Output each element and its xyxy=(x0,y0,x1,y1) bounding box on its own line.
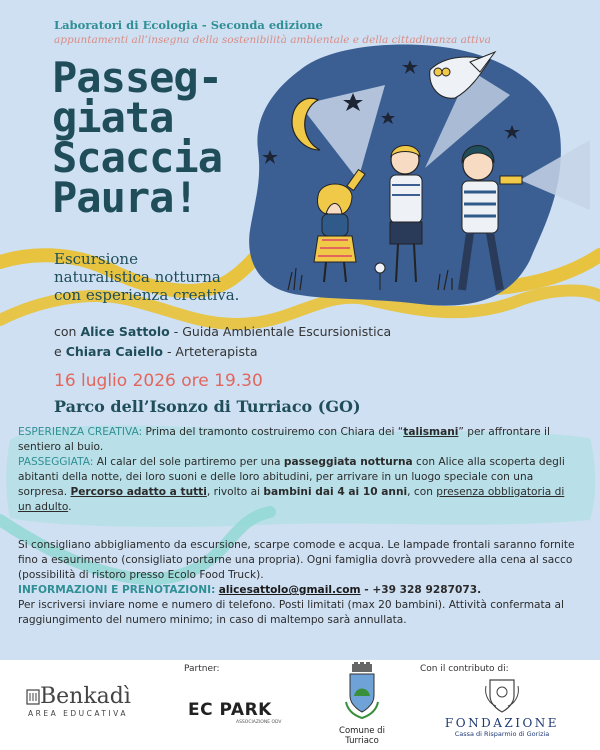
info-section xyxy=(18,538,584,628)
subtitle xyxy=(54,250,239,304)
fondazione-sub: Cassa di Risparmio di Gorizia xyxy=(454,730,550,738)
subtitle-line: con esperienza creativa. xyxy=(54,286,240,304)
event-date: 16 luglio 2026 ore 19.30 xyxy=(54,371,263,391)
title-line: Paura! xyxy=(52,173,198,222)
tagline: appuntamenti all’insegna della sostenibilità ambientale e della cittadinanza attiva xyxy=(54,34,491,46)
email-link[interactable]: alicesattolo@gmail.com xyxy=(218,584,361,596)
iscrizione-text: Per iscriversi inviare nome e numero di telefono. Posti limitati (max 20 bambini). Attività confermata al raggiungimento del numero minimo; in caso di maltempo sarà annullata. xyxy=(18,599,564,626)
guide1-name: Alice Sattolo xyxy=(80,324,170,339)
guide-line-2: e Chiara Caiello - Arteterapista xyxy=(54,344,258,359)
contact-line xyxy=(18,583,584,598)
ecopark-name: EC PARK xyxy=(188,700,272,720)
consigli-text: Si consigliano abbigliamento da escursione, scarpe comode e acqua. Le lampade frontali saranno fornite fino a esaurimento (consigliato portarne una propria). Ogni famiglia dovrà provvedere alla cena al sacco (possibilità di ristoro presso Ecolo Food Truck). xyxy=(18,539,575,581)
phone: - +39 328 9287073. xyxy=(360,584,482,596)
header xyxy=(54,18,491,46)
ecopark-sub: ASSOCIAZIONE ODV xyxy=(236,720,282,725)
benkadi-name: Benkadì xyxy=(40,684,131,709)
ecopark-logo xyxy=(188,700,281,725)
guide1-role: - Guida Ambientale Escursionistica xyxy=(169,324,392,339)
contributo-label: Con il contributo di: xyxy=(420,664,509,674)
fondazione-name: FONDAZIONE xyxy=(444,716,560,730)
benkadi-logo xyxy=(26,684,131,718)
benkadi-sub: AREA EDUCATIVA xyxy=(28,709,128,718)
title-line: Scaccia xyxy=(52,133,223,182)
title-line: Passeg- xyxy=(52,53,223,102)
guide2-name: Chiara Caiello xyxy=(65,344,163,359)
guides xyxy=(54,322,391,362)
fondazione-logo xyxy=(436,716,568,738)
esperienza-label: ESPERIENZA CREATIVA: xyxy=(18,426,143,438)
comune-name: Comune di Turriaco xyxy=(339,726,385,746)
comune-logo xyxy=(322,662,402,746)
subtitle-line: naturalistica notturna xyxy=(54,268,221,286)
partner-label: Partner: xyxy=(184,664,220,674)
passeggiata-label: PASSEGGIATA: xyxy=(18,456,94,468)
benkadi-mark-icon xyxy=(26,688,40,706)
event-place: Parco dell’Isonzo di Turriaco (GO) xyxy=(54,397,361,416)
guide-line-1: con Alice Sattolo - Guida Ambientale Escursionistica xyxy=(54,324,392,339)
contact-label: INFORMAZIONI E PRENOTAZIONI: xyxy=(18,584,216,596)
guide2-role: - Arteterapista xyxy=(162,344,258,359)
comune-crest-icon xyxy=(342,662,382,720)
subtitle-line: Escursione xyxy=(54,250,138,268)
page-title xyxy=(52,53,223,222)
details-box: ESPERIENZA CREATIVA: Prima del tramonto costruiremo con Chiara dei “talismani” per affrontare il sentiero al buio. PASSEGGIATA: Al calar del sole partiremo per una passeggiata notturna con Alice alla scoperta degli abitanti della notte, dei loro suoni e delle loro abitudini, per arrivare in un luogo speciale con una sorpresa. Percorso adatto a tutti, rivolto ai bambini dai 4 ai 10 anni, con presenza obbligatoria di un adulto. xyxy=(18,426,565,513)
series-title: Laboratori di Ecologia - Seconda edizione xyxy=(54,18,323,32)
title-line: giata xyxy=(52,93,174,142)
fondazione-crest-icon xyxy=(484,676,520,714)
